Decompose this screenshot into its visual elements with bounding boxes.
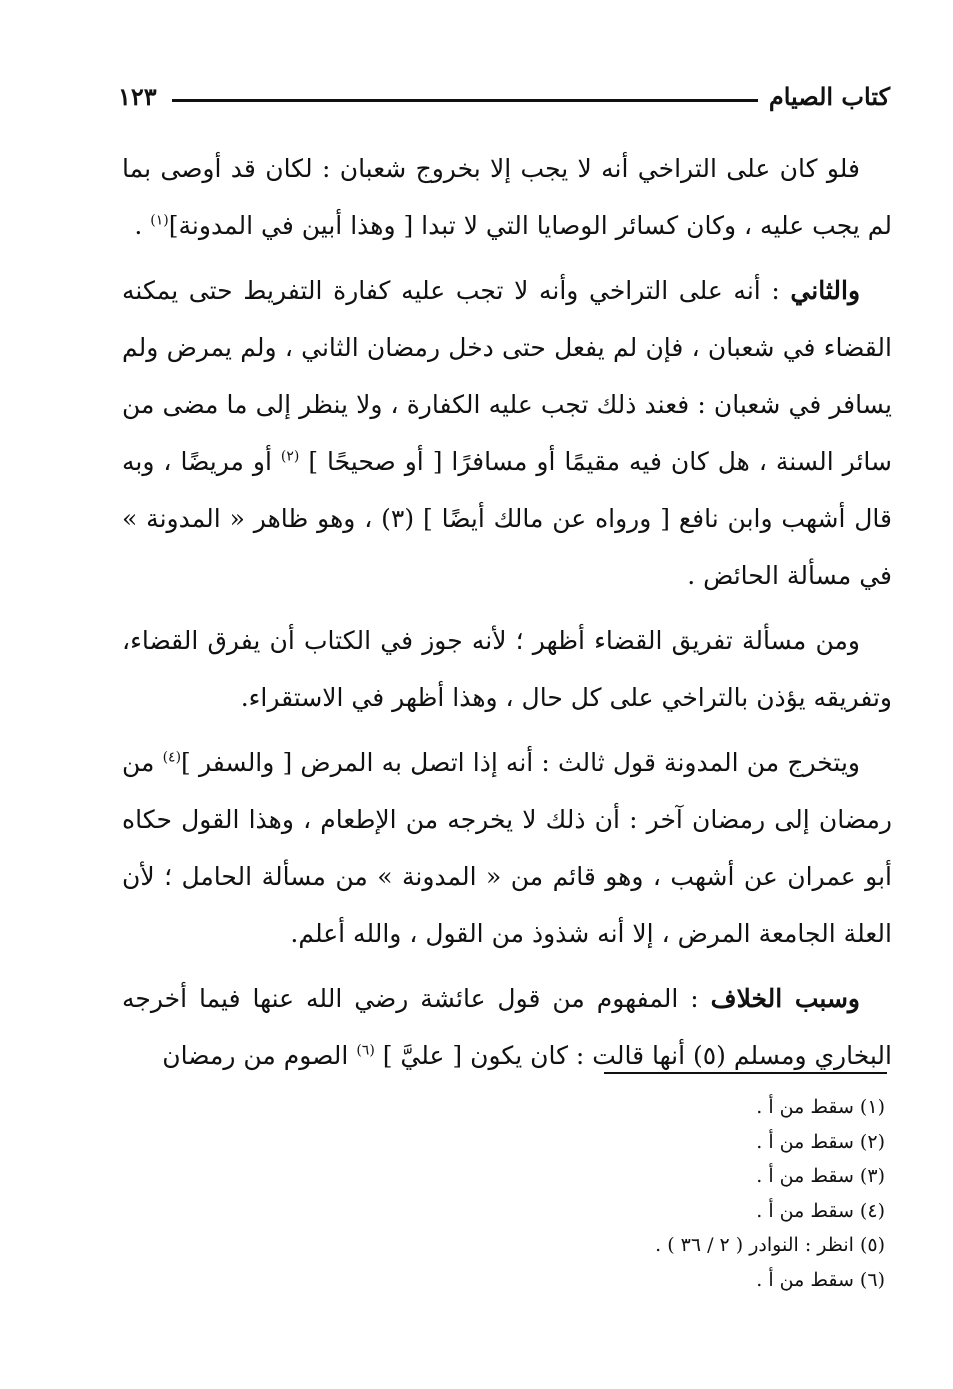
footnote-ref: (٢) xyxy=(280,448,300,465)
footnote-separator xyxy=(604,1072,887,1074)
paragraph-text: : أنه على التراخي وأنه لا تجب عليه كفارة التفريط حتى يمكنه القضاء في شعبان ، فإن لم يفعل حتى دخل رمضان الثاني ، ولم يمرض ولم يسافر في شعبان : فعند ذلك تجب عليه الكفارة ، ولا ينظر إلى ما مضى من سائر السنة ، هل كان فيه مقيمًا أو مسافرًا [ أو صحيحًا ] xyxy=(122,276,892,476)
main-text xyxy=(122,140,892,1084)
paragraph-text: ومن مسألة تفريق القضاء أظهر ؛ لأنه جوز في الكتاب أن يفرق القضاء، وتفريقه يؤذن بالتراخي على كل حال ، وهذا أظهر في الاستقراء. xyxy=(122,626,892,712)
footnote-ref: (١) xyxy=(150,212,169,229)
paragraph-text: فلو كان على التراخي أنه لا يجب إلا بخروج شعبان : لكان قد أوصى بما لم يجب عليه ، وكان كسائر الوصايا التي لا تبدا [ وهذا أبين في المدونة] xyxy=(122,154,892,240)
footnote-5: (٥) انظر : النوادر ( ٢ / ٣٦ ) . xyxy=(655,1234,885,1256)
paragraph-text: : المفهوم من قول عائشة رضي الله عنها فيما أخرجه البخاري ومسلم (٥) أنها قالت : كان يكون [ عليَّ ] xyxy=(122,984,892,1070)
paragraph-tail: . xyxy=(134,211,143,240)
footnote-1: (١) سقط من أ . xyxy=(756,1096,885,1118)
paragraph-5 xyxy=(122,970,892,1084)
paragraph-3 xyxy=(122,612,892,726)
chapter-title: كتاب الصيام xyxy=(768,82,890,111)
running-header xyxy=(118,78,890,122)
paragraph-text: ويتخرج من المدونة قول ثالث : أنه إذا اتصل به المرض [ والسفر ] xyxy=(181,748,860,777)
paragraph-2 xyxy=(122,262,892,604)
paragraph-tail: الصوم من رمضان xyxy=(162,1041,349,1070)
footnotes xyxy=(300,1090,885,1297)
paragraph-1 xyxy=(122,140,892,254)
footnote-4: (٤) سقط من أ . xyxy=(756,1199,885,1222)
footnote-6: (٦) سقط من أ . xyxy=(756,1268,885,1291)
footnote-ref: (٦) xyxy=(356,1042,375,1059)
header-rule xyxy=(172,99,758,102)
paragraph-lead: والثاني xyxy=(790,276,861,305)
footnote-3: (٣) سقط من أ . xyxy=(756,1165,885,1187)
paragraph-4 xyxy=(122,734,892,962)
page-number: ١٢٣ xyxy=(118,82,157,111)
paragraph-lead: وسبب الخلاف xyxy=(710,984,860,1013)
paragraph-tail: أو مريضًا ، وبه قال أشهب وابن نافع [ ورواه عن مالك أيضًا ] (٣) ، وهو ظاهر « المدونة » في مسألة الحائض . xyxy=(122,447,892,590)
paragraph-tail: من رمضان إلى رمضان آخر : أن ذلك لا يخرجه من الإطعام ، وهذا القول حكاه أبو عمران عن أشهب ، وهو قائم من « المدونة » من مسألة الحامل ؛ لأن العلة الجامعة المرض ، إلا أنه شذوذ من القول ، والله أعلم. xyxy=(122,748,892,948)
footnote-ref: (٤) xyxy=(162,749,182,766)
footnote-2: (٢) سقط من أ . xyxy=(756,1130,885,1153)
